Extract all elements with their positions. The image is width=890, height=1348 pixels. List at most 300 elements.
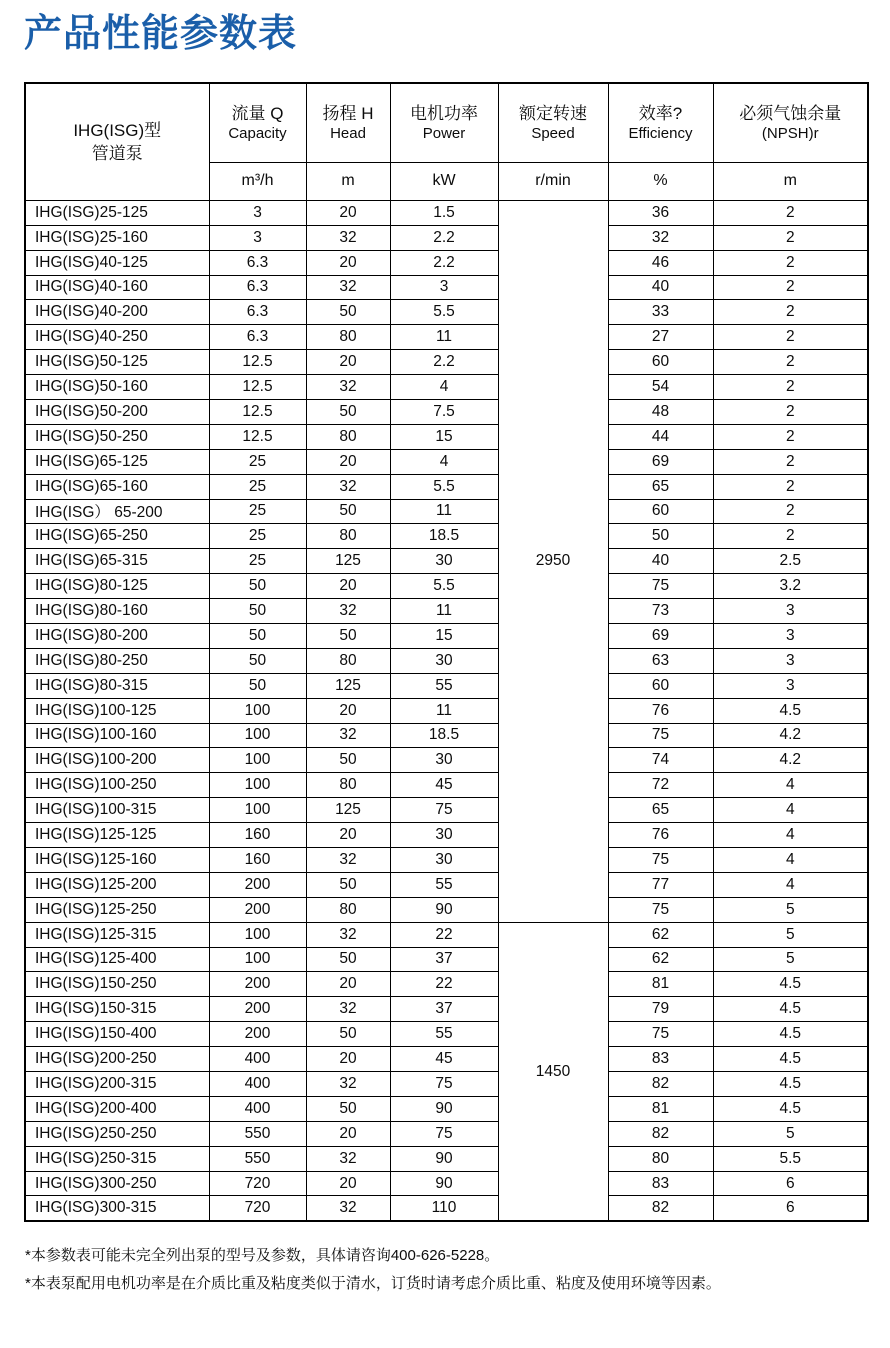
table-row: [25, 1072, 868, 1097]
cell-efficiency: 65: [608, 474, 713, 499]
cell-efficiency: 62: [608, 922, 713, 947]
cell-head: 20: [306, 574, 390, 599]
cell-model: IHG(ISG)50-125: [25, 350, 209, 375]
cell-efficiency: 81: [608, 1096, 713, 1121]
cell-head: 20: [306, 350, 390, 375]
cell-model: IHG(ISG)150-400: [25, 1022, 209, 1047]
table-row: [25, 947, 868, 972]
cell-npsh: 2: [713, 499, 868, 524]
cell-power: 30: [390, 648, 498, 673]
cell-power: 22: [390, 972, 498, 997]
cell-efficiency: 69: [608, 623, 713, 648]
table-row: [25, 474, 868, 499]
unit-speed: r/min: [498, 162, 608, 200]
cell-head: 20: [306, 698, 390, 723]
cell-power: 37: [390, 947, 498, 972]
cell-model: IHG(ISG)40-125: [25, 250, 209, 275]
cell-head: 32: [306, 474, 390, 499]
col-header-npsh-en: (NPSH)r: [761, 124, 819, 142]
col-header-model: [25, 83, 209, 201]
footnote-2: *本表泵配用电机功率是在介质比重及粘度类似于清水，订货时请考虑介质比重、粘度及使用环境等因素。: [25, 1275, 721, 1293]
cell-capacity: 100: [209, 773, 306, 798]
col-header-head-en: Head: [330, 124, 366, 142]
cell-capacity: 3: [209, 200, 306, 225]
table-row: [25, 399, 868, 424]
cell-capacity: 25: [209, 474, 306, 499]
cell-npsh: 5: [713, 897, 868, 922]
cell-efficiency: 75: [608, 1022, 713, 1047]
table-row: [25, 1022, 868, 1047]
cell-head: 50: [306, 499, 390, 524]
cell-model: IHG(ISG)40-160: [25, 275, 209, 300]
cell-model: IHG(ISG)40-250: [25, 325, 209, 350]
cell-npsh: 4.5: [713, 1096, 868, 1121]
cell-efficiency: 60: [608, 673, 713, 698]
cell-head: 32: [306, 225, 390, 250]
cell-power: 3: [390, 275, 498, 300]
cell-power: 2.2: [390, 225, 498, 250]
pump-spec-table: [24, 82, 869, 1223]
col-header-capacity-en: Capacity: [228, 124, 287, 142]
cell-capacity: 50: [209, 574, 306, 599]
cell-capacity: 50: [209, 599, 306, 624]
table-row: [25, 698, 868, 723]
cell-head: 20: [306, 972, 390, 997]
cell-power: 11: [390, 499, 498, 524]
unit-efficiency: %: [608, 162, 713, 200]
cell-head: 20: [306, 1047, 390, 1072]
col-header-speed-zh: 额定转速: [519, 103, 587, 123]
cell-efficiency: 33: [608, 300, 713, 325]
unit-npsh: m: [713, 162, 868, 200]
cell-power: 18.5: [390, 524, 498, 549]
cell-power: 15: [390, 623, 498, 648]
cell-npsh: 3: [713, 599, 868, 624]
cell-npsh: 2: [713, 300, 868, 325]
table-row: [25, 225, 868, 250]
cell-model: IHG(ISG)80-200: [25, 623, 209, 648]
cell-capacity: 100: [209, 723, 306, 748]
cell-capacity: 25: [209, 549, 306, 574]
cell-npsh: 2: [713, 350, 868, 375]
cell-npsh: 2.5: [713, 549, 868, 574]
table-row: [25, 250, 868, 275]
table-row: [25, 1171, 868, 1196]
cell-capacity: 100: [209, 947, 306, 972]
cell-npsh: 2: [713, 200, 868, 225]
col-header-head: [306, 83, 390, 163]
cell-npsh: 3: [713, 623, 868, 648]
col-header-speed: [498, 83, 608, 163]
col-header-efficiency-zh: 效率?: [638, 103, 683, 123]
cell-power: 55: [390, 872, 498, 897]
cell-efficiency: 72: [608, 773, 713, 798]
cell-model: IHG(ISG)250-315: [25, 1146, 209, 1171]
cell-efficiency: 75: [608, 574, 713, 599]
cell-model: IHG(ISG)125-125: [25, 823, 209, 848]
cell-efficiency: 82: [608, 1196, 713, 1221]
cell-npsh: 4.2: [713, 723, 868, 748]
cell-efficiency: 62: [608, 947, 713, 972]
cell-power: 18.5: [390, 723, 498, 748]
cell-capacity: 200: [209, 997, 306, 1022]
col-header-npsh-zh: 必须气蚀余量: [739, 103, 842, 123]
cell-efficiency: 63: [608, 648, 713, 673]
cell-npsh: 3.2: [713, 574, 868, 599]
cell-capacity: 550: [209, 1121, 306, 1146]
cell-npsh: 5.5: [713, 1146, 868, 1171]
col-header-model-line1: IHG(ISG)型: [73, 120, 162, 140]
page-title: 产品性能参数表: [24, 13, 298, 55]
cell-head: 20: [306, 200, 390, 225]
col-header-power-en: Power: [422, 124, 466, 142]
cell-head: 125: [306, 549, 390, 574]
cell-head: 80: [306, 325, 390, 350]
cell-power: 75: [390, 1121, 498, 1146]
cell-power: 45: [390, 1047, 498, 1072]
cell-model: IHG(ISG)100-200: [25, 748, 209, 773]
cell-efficiency: 73: [608, 599, 713, 624]
cell-model: IHG(ISG)125-160: [25, 847, 209, 872]
cell-model: IHG(ISG） 65-200: [25, 499, 209, 524]
cell-power: 30: [390, 823, 498, 848]
table-row: [25, 673, 868, 698]
table-row: [25, 922, 868, 947]
cell-efficiency: 60: [608, 350, 713, 375]
cell-power: 45: [390, 773, 498, 798]
cell-capacity: 12.5: [209, 350, 306, 375]
cell-capacity: 160: [209, 847, 306, 872]
cell-model: IHG(ISG)100-315: [25, 798, 209, 823]
cell-efficiency: 82: [608, 1121, 713, 1146]
cell-capacity: 160: [209, 823, 306, 848]
cell-head: 32: [306, 997, 390, 1022]
cell-head: 32: [306, 723, 390, 748]
cell-power: 2.2: [390, 350, 498, 375]
cell-power: 30: [390, 549, 498, 574]
unit-capacity: m³/h: [209, 162, 306, 200]
cell-capacity: 720: [209, 1196, 306, 1221]
cell-capacity: 50: [209, 648, 306, 673]
cell-npsh: 4.2: [713, 748, 868, 773]
cell-efficiency: 60: [608, 499, 713, 524]
cell-head: 80: [306, 648, 390, 673]
cell-head: 80: [306, 897, 390, 922]
col-header-capacity: [209, 83, 306, 163]
cell-model: IHG(ISG)300-315: [25, 1196, 209, 1221]
col-header-power: [390, 83, 498, 163]
table-row: [25, 823, 868, 848]
cell-efficiency: 48: [608, 399, 713, 424]
cell-power: 22: [390, 922, 498, 947]
cell-head: 32: [306, 599, 390, 624]
cell-npsh: 4.5: [713, 698, 868, 723]
cell-capacity: 100: [209, 798, 306, 823]
cell-capacity: 50: [209, 623, 306, 648]
table-row: [25, 1196, 868, 1221]
cell-head: 50: [306, 623, 390, 648]
cell-power: 55: [390, 673, 498, 698]
cell-model: IHG(ISG)125-200: [25, 872, 209, 897]
cell-capacity: 200: [209, 972, 306, 997]
cell-model: IHG(ISG)25-125: [25, 200, 209, 225]
table-body: [25, 200, 868, 1221]
cell-head: 50: [306, 1096, 390, 1121]
cell-efficiency: 75: [608, 897, 713, 922]
table-row: [25, 773, 868, 798]
cell-efficiency: 83: [608, 1047, 713, 1072]
cell-model: IHG(ISG)65-250: [25, 524, 209, 549]
cell-model: IHG(ISG)100-125: [25, 698, 209, 723]
cell-head: 80: [306, 524, 390, 549]
cell-model: IHG(ISG)200-250: [25, 1047, 209, 1072]
table-row: [25, 350, 868, 375]
table-row: [25, 549, 868, 574]
cell-capacity: 12.5: [209, 375, 306, 400]
col-header-npsh: [713, 83, 868, 163]
table-row: [25, 424, 868, 449]
table-row: [25, 847, 868, 872]
cell-head: 20: [306, 1171, 390, 1196]
cell-power: 11: [390, 325, 498, 350]
cell-model: IHG(ISG)150-315: [25, 997, 209, 1022]
cell-efficiency: 27: [608, 325, 713, 350]
cell-capacity: 25: [209, 499, 306, 524]
cell-speed: 1450: [498, 922, 608, 1221]
cell-head: 50: [306, 748, 390, 773]
cell-model: IHG(ISG)50-250: [25, 424, 209, 449]
cell-power: 5.5: [390, 474, 498, 499]
cell-npsh: 4: [713, 773, 868, 798]
cell-head: 32: [306, 922, 390, 947]
cell-power: 90: [390, 1171, 498, 1196]
col-header-speed-en: Speed: [531, 124, 575, 142]
cell-capacity: 6.3: [209, 275, 306, 300]
cell-npsh: 4.5: [713, 1072, 868, 1097]
cell-efficiency: 80: [608, 1146, 713, 1171]
col-header-efficiency: [608, 83, 713, 163]
table-row: [25, 300, 868, 325]
cell-npsh: 3: [713, 673, 868, 698]
unit-head: m: [306, 162, 390, 200]
cell-capacity: 12.5: [209, 399, 306, 424]
cell-npsh: 2: [713, 474, 868, 499]
cell-capacity: 100: [209, 748, 306, 773]
table-row: [25, 499, 868, 524]
cell-efficiency: 46: [608, 250, 713, 275]
cell-npsh: 2: [713, 449, 868, 474]
cell-efficiency: 77: [608, 872, 713, 897]
cell-head: 125: [306, 798, 390, 823]
col-header-power-zh: 电机功率: [410, 103, 478, 123]
cell-head: 50: [306, 947, 390, 972]
cell-npsh: 2: [713, 250, 868, 275]
cell-head: 32: [306, 1072, 390, 1097]
cell-efficiency: 81: [608, 972, 713, 997]
cell-capacity: 550: [209, 1146, 306, 1171]
cell-power: 5.5: [390, 574, 498, 599]
table-row: [25, 1096, 868, 1121]
cell-npsh: 4: [713, 823, 868, 848]
cell-head: 50: [306, 1022, 390, 1047]
cell-npsh: 6: [713, 1171, 868, 1196]
cell-npsh: 2: [713, 524, 868, 549]
cell-power: 2.2: [390, 250, 498, 275]
cell-capacity: 400: [209, 1047, 306, 1072]
cell-npsh: 2: [713, 375, 868, 400]
cell-capacity: 200: [209, 872, 306, 897]
cell-capacity: 200: [209, 1022, 306, 1047]
cell-model: IHG(ISG)125-400: [25, 947, 209, 972]
cell-power: 1.5: [390, 200, 498, 225]
cell-efficiency: 83: [608, 1171, 713, 1196]
cell-power: 11: [390, 698, 498, 723]
cell-npsh: 2: [713, 225, 868, 250]
cell-power: 55: [390, 1022, 498, 1047]
table-row: [25, 200, 868, 225]
cell-head: 20: [306, 449, 390, 474]
cell-capacity: 200: [209, 897, 306, 922]
cell-head: 50: [306, 300, 390, 325]
table-head: [25, 83, 868, 201]
cell-efficiency: 79: [608, 997, 713, 1022]
cell-model: IHG(ISG)80-160: [25, 599, 209, 624]
cell-capacity: 50: [209, 673, 306, 698]
table-row: [25, 1121, 868, 1146]
col-header-head-zh: 扬程 H: [322, 103, 374, 123]
cell-power: 75: [390, 798, 498, 823]
cell-npsh: 4.5: [713, 1022, 868, 1047]
cell-capacity: 12.5: [209, 424, 306, 449]
cell-efficiency: 82: [608, 1072, 713, 1097]
cell-head: 32: [306, 1196, 390, 1221]
cell-power: 30: [390, 847, 498, 872]
table-row: [25, 897, 868, 922]
cell-npsh: 2: [713, 399, 868, 424]
cell-model: IHG(ISG)125-250: [25, 897, 209, 922]
cell-efficiency: 76: [608, 698, 713, 723]
cell-npsh: 4: [713, 798, 868, 823]
cell-npsh: 6: [713, 1196, 868, 1221]
cell-efficiency: 36: [608, 200, 713, 225]
cell-model: IHG(ISG)50-160: [25, 375, 209, 400]
cell-model: IHG(ISG)65-315: [25, 549, 209, 574]
cell-capacity: 100: [209, 922, 306, 947]
cell-npsh: 4.5: [713, 972, 868, 997]
cell-power: 90: [390, 1096, 498, 1121]
table-row: [25, 623, 868, 648]
cell-model: IHG(ISG)100-250: [25, 773, 209, 798]
cell-capacity: 6.3: [209, 325, 306, 350]
cell-model: IHG(ISG)250-250: [25, 1121, 209, 1146]
cell-power: 110: [390, 1196, 498, 1221]
col-header-efficiency-en: Efficiency: [628, 124, 693, 142]
cell-head: 20: [306, 823, 390, 848]
cell-npsh: 4: [713, 847, 868, 872]
cell-capacity: 400: [209, 1072, 306, 1097]
table-row: [25, 375, 868, 400]
cell-head: 50: [306, 872, 390, 897]
cell-model: IHG(ISG)200-400: [25, 1096, 209, 1121]
cell-power: 90: [390, 1146, 498, 1171]
cell-efficiency: 40: [608, 275, 713, 300]
cell-npsh: 4: [713, 872, 868, 897]
col-header-model-line2: 管道泵: [91, 143, 143, 163]
cell-model: IHG(ISG)125-315: [25, 922, 209, 947]
cell-model: IHG(ISG)80-125: [25, 574, 209, 599]
table-row: [25, 574, 868, 599]
cell-power: 37: [390, 997, 498, 1022]
cell-power: 4: [390, 449, 498, 474]
cell-capacity: 6.3: [209, 300, 306, 325]
cell-npsh: 5: [713, 922, 868, 947]
col-header-capacity-zh: 流量 Q: [231, 103, 284, 123]
cell-model: IHG(ISG)50-200: [25, 399, 209, 424]
cell-model: IHG(ISG)300-250: [25, 1171, 209, 1196]
header-row: [25, 83, 868, 163]
cell-head: 32: [306, 847, 390, 872]
cell-head: 125: [306, 673, 390, 698]
cell-efficiency: 75: [608, 723, 713, 748]
cell-capacity: 400: [209, 1096, 306, 1121]
cell-npsh: 2: [713, 325, 868, 350]
cell-head: 80: [306, 424, 390, 449]
cell-model: IHG(ISG)80-315: [25, 673, 209, 698]
cell-model: IHG(ISG)150-250: [25, 972, 209, 997]
table-row: [25, 872, 868, 897]
cell-npsh: 2: [713, 424, 868, 449]
table-row: [25, 1047, 868, 1072]
cell-power: 7.5: [390, 399, 498, 424]
cell-model: IHG(ISG)65-125: [25, 449, 209, 474]
table-row: [25, 275, 868, 300]
table-row: [25, 599, 868, 624]
cell-efficiency: 50: [608, 524, 713, 549]
cell-efficiency: 65: [608, 798, 713, 823]
cell-npsh: 3: [713, 648, 868, 673]
cell-model: IHG(ISG)100-160: [25, 723, 209, 748]
cell-head: 32: [306, 275, 390, 300]
cell-efficiency: 75: [608, 847, 713, 872]
cell-head: 32: [306, 1146, 390, 1171]
table-row: [25, 997, 868, 1022]
cell-speed: 2950: [498, 200, 608, 922]
cell-efficiency: 69: [608, 449, 713, 474]
cell-head: 80: [306, 773, 390, 798]
cell-power: 4: [390, 375, 498, 400]
table-row: [25, 798, 868, 823]
cell-efficiency: 54: [608, 375, 713, 400]
table-row: [25, 972, 868, 997]
cell-model: IHG(ISG)80-250: [25, 648, 209, 673]
footnotes: [25, 1242, 868, 1298]
cell-npsh: 5: [713, 1121, 868, 1146]
cell-power: 90: [390, 897, 498, 922]
cell-power: 15: [390, 424, 498, 449]
cell-capacity: 100: [209, 698, 306, 723]
cell-capacity: 25: [209, 449, 306, 474]
cell-model: IHG(ISG)65-160: [25, 474, 209, 499]
cell-npsh: 4.5: [713, 997, 868, 1022]
cell-efficiency: 40: [608, 549, 713, 574]
cell-capacity: 720: [209, 1171, 306, 1196]
cell-capacity: 25: [209, 524, 306, 549]
cell-head: 20: [306, 250, 390, 275]
cell-power: 11: [390, 599, 498, 624]
unit-power: kW: [390, 162, 498, 200]
cell-efficiency: 32: [608, 225, 713, 250]
cell-efficiency: 44: [608, 424, 713, 449]
